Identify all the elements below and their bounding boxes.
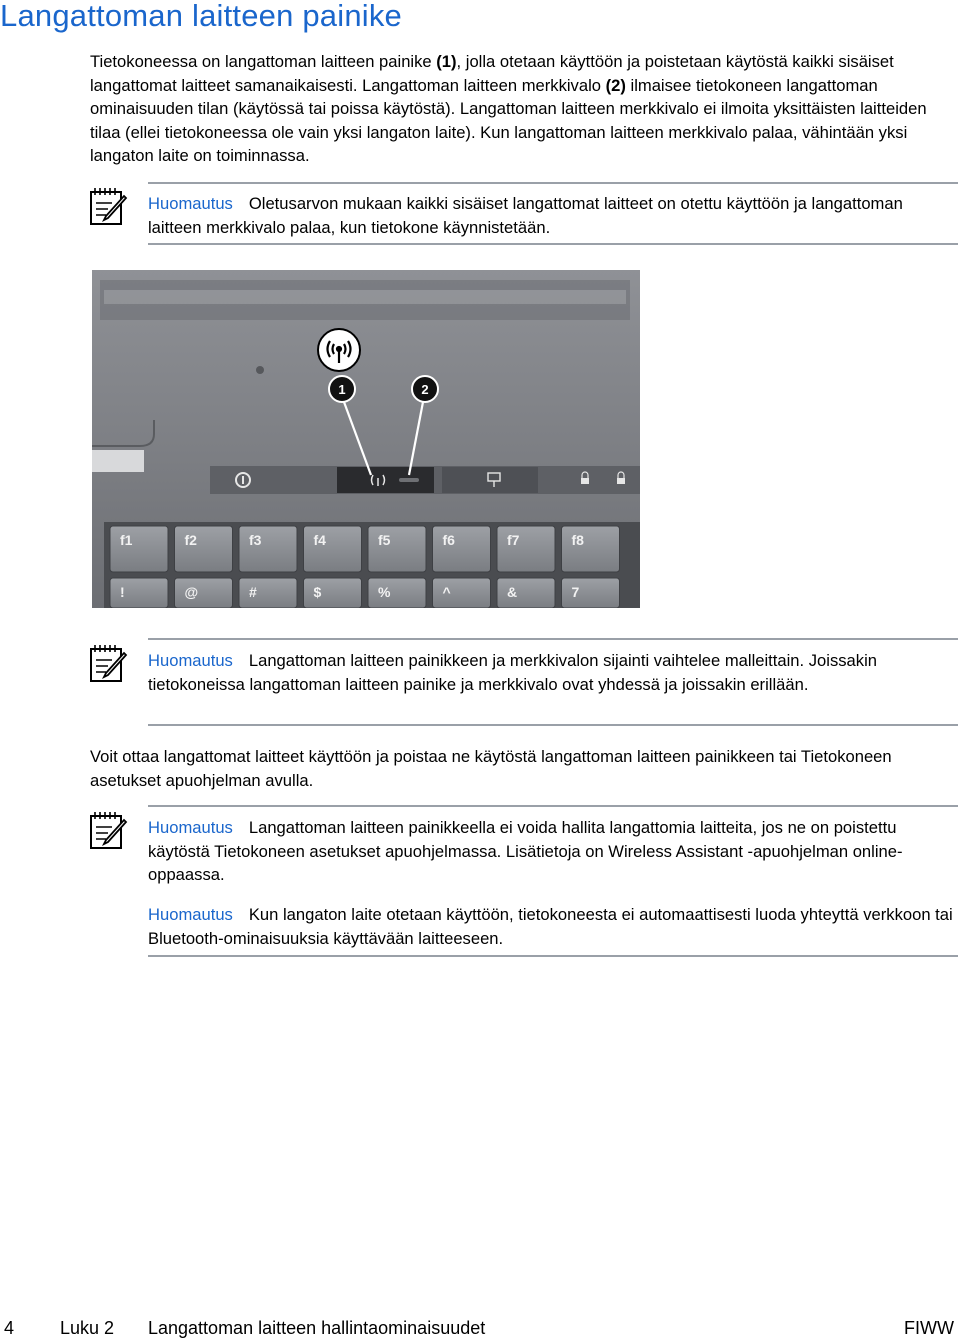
presentation-button	[442, 467, 538, 493]
number-key-label: @	[184, 584, 199, 600]
note-rule-bottom	[148, 955, 958, 957]
side-latch	[92, 450, 144, 472]
number-key-label: %	[378, 584, 391, 600]
function-key	[562, 526, 620, 572]
wireless-light	[399, 478, 419, 482]
note-rule-top	[148, 638, 958, 640]
number-key-label: #	[249, 584, 257, 600]
footer-chapter: Luku 2	[60, 1318, 115, 1338]
number-key-label: ^	[442, 584, 451, 600]
intro-paragraph: Tietokoneessa on langattoman laitteen painike (1), jolla otetaan käyttöön ja poistetaan käytöstä kaikki sisäiset langattomat laitteet samanaikaisesti. Langattoman laitteen merkkivalo (2) ilmaisee tietokoneen langattoman ominaisuuden tilan (käytössä tai poissa käytöstä). Langattoman laitteen merkkivalo ei ilmoita yksittäisten laitteiden tilaa (ellei tietokoneessa ole vain yksi langaton laite). Kun langattoman laitteen merkkivalo palaa, vähintään yksi langaton laite on toiminnassa.	[90, 52, 927, 166]
note-icon	[88, 186, 130, 228]
number-key	[433, 578, 491, 608]
note-rule-top	[148, 182, 958, 184]
number-key	[562, 578, 620, 608]
number-key	[497, 578, 555, 608]
number-key-label: !	[120, 584, 125, 600]
note-rule-bottom	[148, 243, 958, 245]
note-4: Huomautus Kun langaton laite otetaan käyttöön, tietokoneesta ei automaattisesti luoda yhteyttä verkkoon tai Bluetooth-ominaisuuksia käyttävään laitteeseen.	[148, 905, 953, 948]
function-key	[239, 526, 297, 572]
number-key	[110, 578, 168, 608]
function-key-label: f7	[507, 532, 520, 548]
sensor-dot	[256, 366, 264, 374]
function-key-label: f1	[120, 532, 133, 548]
note-icon	[88, 810, 130, 852]
callout-1-label: 1	[338, 382, 346, 397]
function-key	[433, 526, 491, 572]
function-key	[304, 526, 362, 572]
footer-page-number: 4	[4, 1318, 15, 1338]
keyboard-illustration	[92, 270, 640, 608]
function-key-label: f5	[378, 532, 391, 548]
function-key	[175, 526, 233, 572]
callout-2-label: 2	[421, 382, 429, 397]
function-key	[368, 526, 426, 572]
page-title: Langattoman laitteen painike	[0, 0, 403, 33]
number-key-label: 7	[571, 584, 580, 600]
note-rule-top	[148, 805, 958, 807]
number-key	[175, 578, 233, 608]
function-key-label: f3	[249, 532, 262, 548]
number-key-label: &	[507, 584, 518, 600]
function-key	[497, 526, 555, 572]
wireless-button	[337, 467, 434, 493]
body-paragraph: Voit ottaa langattomat laitteet käyttöön ja poistaa ne käytöstä langattoman laitteen painikkeen tai Tietokoneen asetukset apuohjelman avulla.	[90, 747, 892, 790]
note-3: Huomautus Langattoman laitteen painikkeella ei voida hallita langattomia laitteita, jos ne on poistettu käytöstä Tietokoneen asetukset apuohjelmassa. Lisätietoja on Wireless Assistant -apuohjelman online-oppaassa.	[148, 818, 903, 885]
function-key-label: f6	[442, 532, 455, 548]
footer-chapter-title: Langattoman laitteen hallintaominaisuudet	[148, 1318, 486, 1338]
number-key	[239, 578, 297, 608]
function-key-label: f4	[313, 532, 326, 548]
footer-doc-code: FIWW	[904, 1318, 954, 1338]
note-2: Huomautus Langattoman laitteen painikkeen ja merkkivalon sijainti vaihtelee malleittain. Joissakin tietokoneissa langattoman laitteen painike ja merkkivalo ovat yhdessä ja joissakin erillään.	[148, 651, 877, 694]
number-key	[368, 578, 426, 608]
function-key-label: f2	[184, 532, 197, 548]
function-key-label: f8	[571, 532, 584, 548]
note-1: Huomautus Oletusarvon mukaan kaikki sisäiset langattomat laitteet on otettu käyttöön ja langattoman laitteen merkkivalo palaa, kun tietokone käynnistetään.	[148, 194, 903, 237]
number-key	[304, 578, 362, 608]
note-rule-bottom	[148, 724, 958, 726]
note-icon	[88, 643, 130, 685]
number-key-label: $	[313, 584, 322, 600]
function-key	[110, 526, 168, 572]
